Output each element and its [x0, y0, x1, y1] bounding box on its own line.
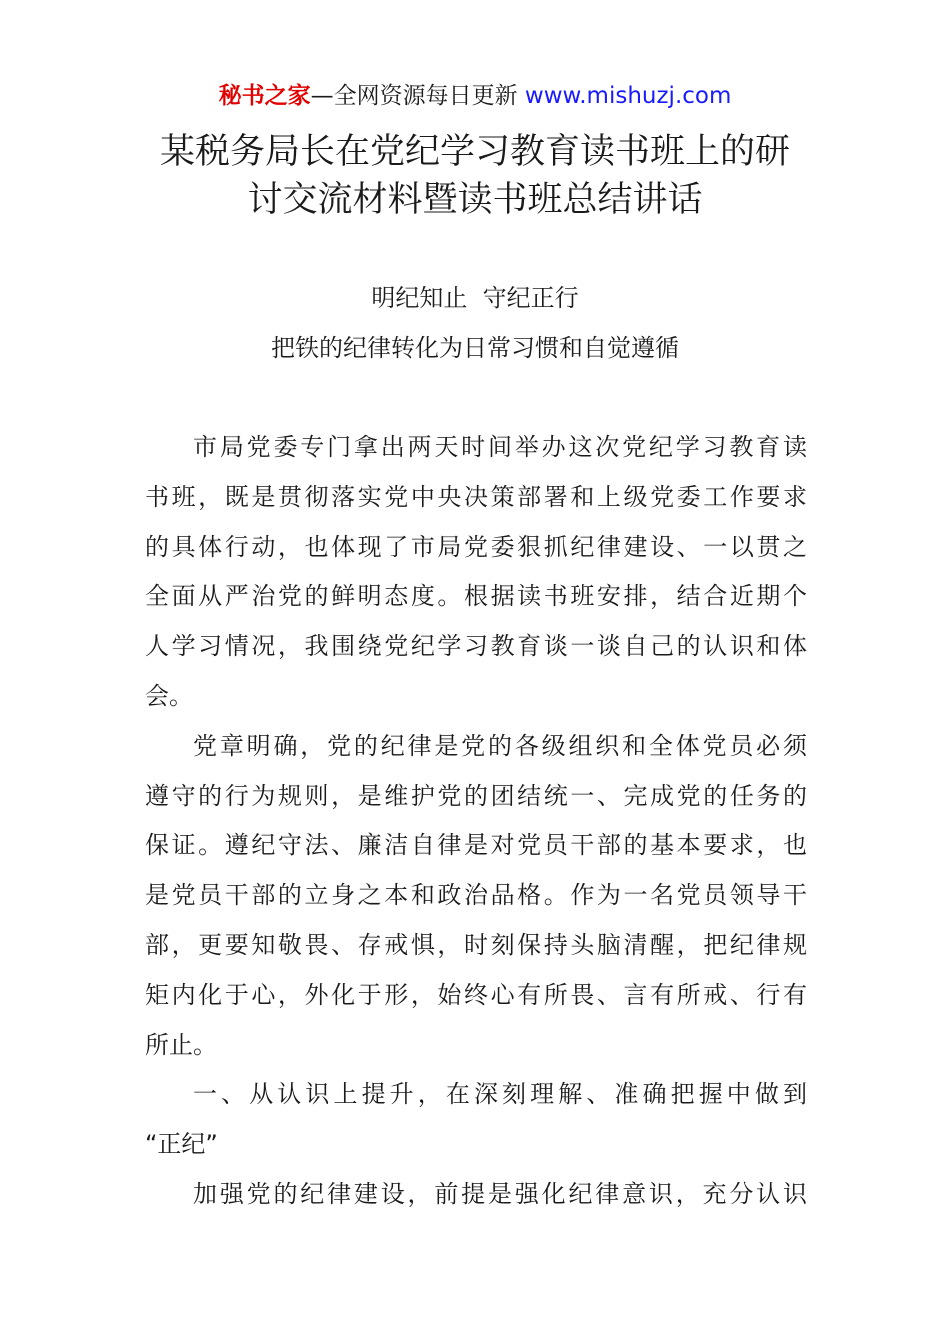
title-line-2: 讨交流材料暨读书班总结讲话: [247, 180, 703, 220]
title-line-1: 某税务局长在党纪学习教育读书班上的研: [159, 132, 790, 172]
body-line: 遵守的行为规则，是维护党的团结统一、完成党的任务的: [145, 781, 807, 810]
subtitle-primary: 明纪知止 守纪正行: [371, 284, 579, 312]
body-line: 市局党委专门拿出两天时间举办这次党纪学习教育读: [193, 433, 807, 461]
body-line: 所止。: [145, 1030, 217, 1059]
banner-tagline: —全网资源每日更新: [310, 83, 525, 109]
body-line: 全面从严治党的鲜明态度。根据读书班安排，结合近期个: [145, 582, 807, 611]
site-banner: [0, 80, 950, 112]
section-heading-line: “正纪”: [145, 1130, 218, 1159]
section-heading-line: 一、从认识上提升，在深刻理解、准确把握中做到: [193, 1080, 807, 1109]
banner-url[interactable]: www.mishuzj.com: [524, 83, 732, 109]
body-line: 的具体行动，也体现了市局党委狠抓纪律建设、一以贯之: [145, 532, 807, 561]
body-line: 加强党的纪律建设，前提是强化纪律意识，充分认识: [193, 1179, 807, 1208]
body-line: 党章明确，党的纪律是党的各级组织和全体党员必须: [193, 731, 807, 760]
body-line: 人学习情况，我围绕党纪学习教育谈一谈自己的认识和体: [145, 632, 807, 661]
document-body: [145, 423, 807, 1220]
body-line: 会。: [145, 681, 193, 710]
body-line: 矩内化于心，外化于形，始终心有所畏、言有所戒、行有: [145, 980, 807, 1009]
document-title: [60, 128, 890, 224]
body-line: 书班，既是贯彻落实党中央决策部署和上级党委工作要求: [145, 482, 807, 511]
body-line: 保证。遵纪守法、廉洁自律是对党员干部的基本要求，也: [145, 831, 807, 860]
subtitle-secondary: 把铁的纪律转化为日常习惯和自觉遵循: [271, 334, 679, 362]
banner-brand: 秘书之家: [218, 83, 311, 109]
body-line: 部，更要知敬畏、存戒惧，时刻保持头脑清醒，把纪律规: [145, 930, 807, 959]
body-line: 是党员干部的立身之本和政治品格。作为一名党员领导干: [145, 881, 807, 910]
